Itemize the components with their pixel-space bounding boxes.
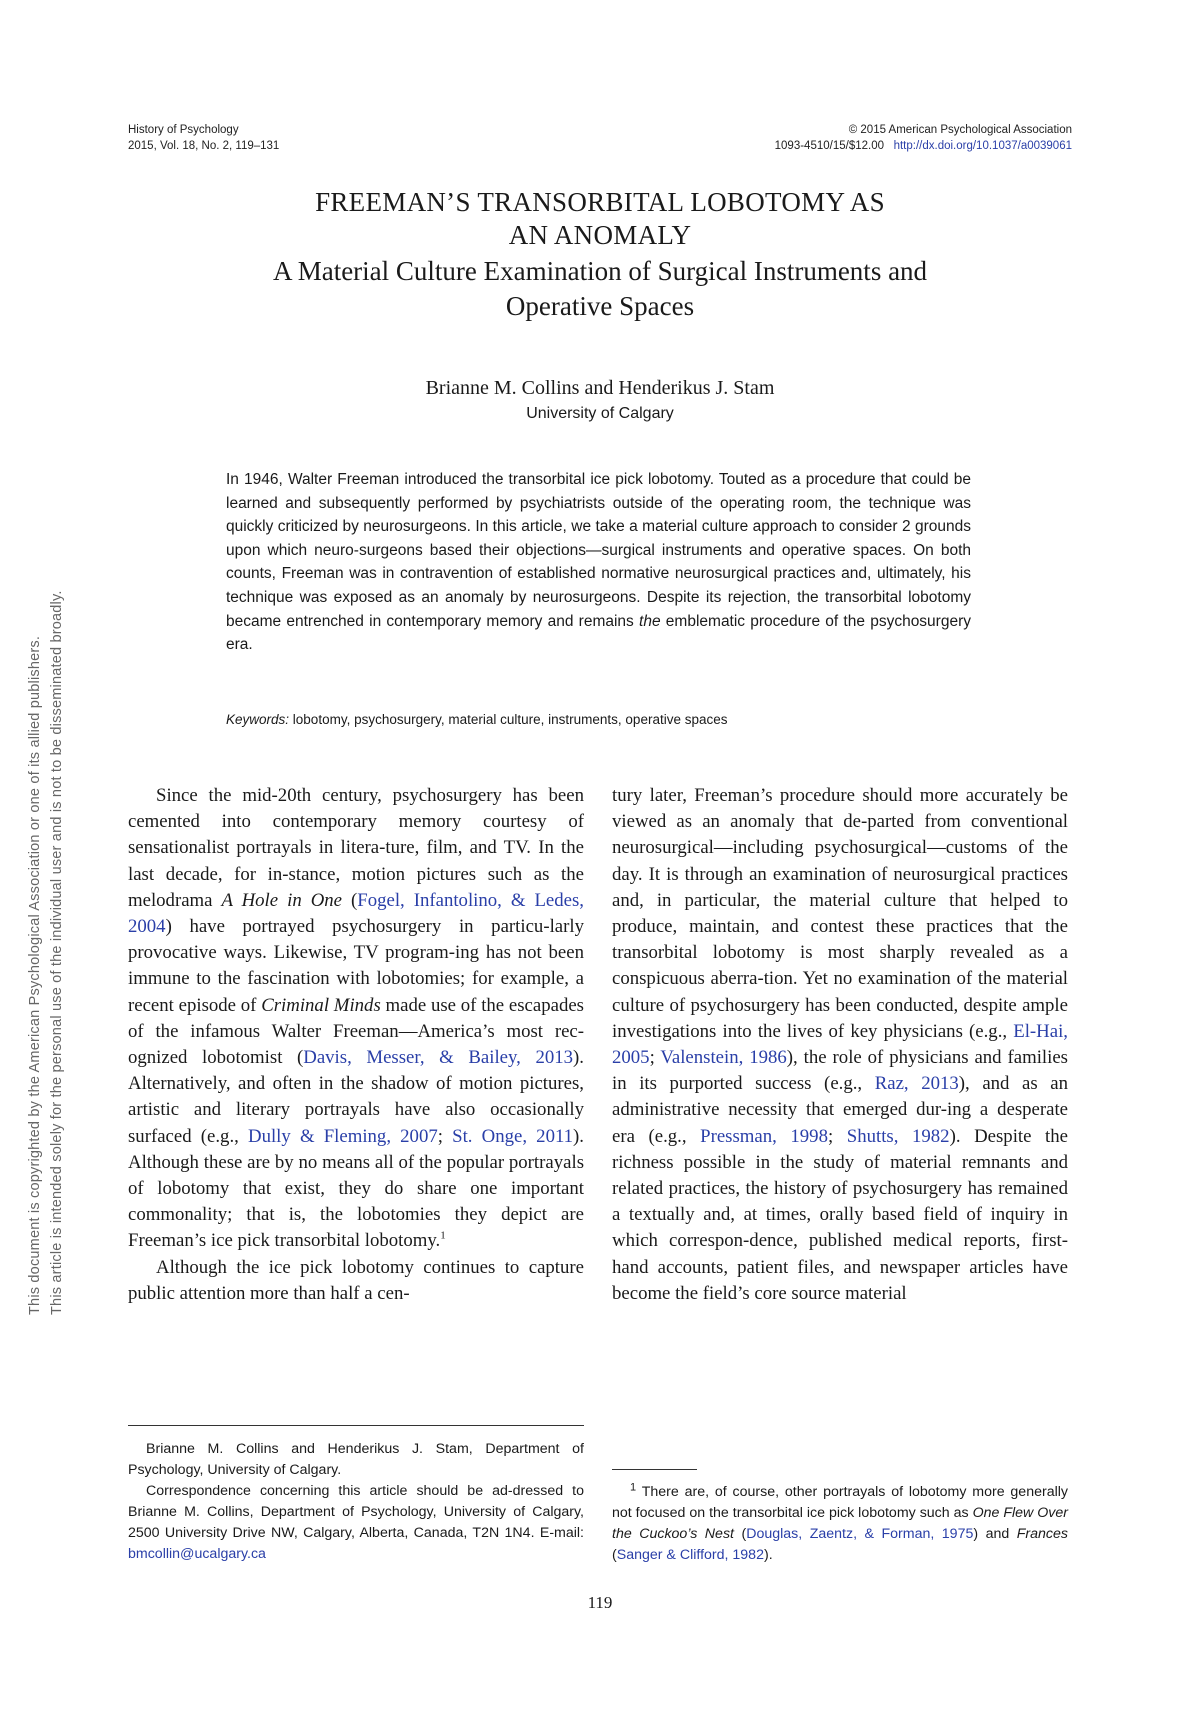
citation-link[interactable]: Shutts, 1982 [846, 1125, 950, 1147]
abstract-emphasis: the [639, 612, 661, 630]
text-run: ) and [973, 1526, 1017, 1542]
copyright-watermark [24, 415, 68, 1315]
citation-link[interactable]: Valenstein, 1986 [660, 1047, 787, 1069]
article-title [150, 186, 1050, 252]
running-head-left [128, 122, 279, 154]
watermark-line-1: This document is copyrighted by the American Psychological Association or one of its allied publishers. [27, 635, 43, 1315]
body-column-right [612, 783, 1068, 1307]
volume-info: 2015, Vol. 18, No. 2, 119–131 [128, 140, 280, 152]
abstract-text-1: In 1946, Walter Freeman introduced the transorbital ice pick lobotomy. Touted as a procedure that could be learned and subsequently performed by psychiatrists outside of the operating room, the technique was quickly criticized by neurosurgeons. In this article, we take a material culture approach to consider 2 grounds upon which neuro-surgeons based their objections—surgical instruments and operative spaces. On both counts, Freeman was in contravention of established normative neurosurgical practices and, ultimately, his technique was exposed as an anomaly by neurosurgeons. Despite its rejection, the transorbital lobotomy became entrenched in contemporary memory and remains [226, 471, 971, 630]
paragraph-continued [612, 783, 1068, 1307]
text-run: ). [763, 1547, 773, 1563]
paragraph-1 [128, 783, 584, 1255]
authors: Brianne M. Collins and Henderikus J. Stam [425, 377, 775, 399]
abstract [226, 468, 971, 657]
citation-link[interactable]: Davis, Messer, & Bailey, 2013 [303, 1047, 574, 1069]
subtitle-line-2: Operative Spaces [505, 291, 695, 321]
footnote-marker[interactable]: 1 [440, 1230, 446, 1243]
film-title: One Flew Over the Cuckoo’s Nest [612, 1505, 1068, 1542]
film-title: A Hole in One [221, 889, 342, 911]
copyright-line: © 2015 American Psychological Association [848, 124, 1072, 136]
text-run: tury later, Freeman’s procedure should more accurately be viewed as an anomaly that de-parted from conventional neurosurgical—including psychosurgical—customs of the day. It is through an examination of neurosurgical practices and, in particular, the material culture that helped to produce, maintain, and contest these practices that the transorbital lobotomy is most sharply revealed as a conspicuous aberra-tion. Yet no examination of the material culture of psychosurgery has been conducted, despite ample investigations into the lives of key physicians (e.g., [612, 785, 1068, 1042]
text-run: ). Although these are by no means all of the popular portrayals of lobotomy that exist, they do share one important commonality; that is, the lobotomies they depict are Freeman’s ice pick transorbital lobotomy. [128, 1125, 584, 1252]
footnote-rule-right [612, 1469, 697, 1470]
citation-link[interactable]: St. Onge, 2011 [452, 1125, 574, 1147]
subtitle-line-1: A Material Culture Examination of Surgical Instruments and [272, 256, 928, 286]
footnote-1 [612, 1482, 1068, 1566]
text-run: ; [437, 1125, 453, 1147]
text-run: Since the mid-20th century, psychosurgery has been cemented into contemporary memory courtesy of sensationalist portrayals in litera-ture, film, and TV. In the last decade, for in-stance, motion pictures such as the melodrama [128, 785, 584, 911]
author-note-affiliation: Brianne M. Collins and Henderikus J. Stam, Department of Psychology, University of Calgary. [128, 1441, 584, 1478]
doi-link[interactable]: http://dx.doi.org/10.1037/a0039061 [893, 140, 1072, 152]
page-number: 119 [587, 1593, 613, 1612]
text-run: ; [649, 1047, 661, 1069]
email-link[interactable]: bmcollin@ucalgary.ca [128, 1546, 266, 1562]
paragraph-2: Although the ice pick lobotomy continues to capture public attention more than half a cen- [128, 1256, 584, 1304]
citation-link[interactable]: Sanger & Clifford, 1982 [616, 1547, 764, 1563]
article-subtitle [150, 254, 1050, 324]
text-run: ). Alternatively, and often in the shadow of motion pictures, artistic and literary portrayals have also occasionally surfaced (e.g., [128, 1047, 584, 1147]
text-run: ). Despite the richness possible in the study of material remnants and related practices, the history of psychosurgery has remained a textually and, at times, orally based field of inquiry in which correspon-dence, published medical reports, first-hand accounts, patient files, and newspaper articles have become the field’s core source material [612, 1125, 1068, 1304]
text-run: made use of the escapades of the infamous Walter Freeman—America’s most rec-ognized lobotomist ( [128, 994, 584, 1069]
keywords-list: lobotomy, psychosurgery, material culture, instruments, operative spaces [292, 712, 728, 727]
text-run: ; [827, 1125, 847, 1147]
citation-link[interactable]: El-Hai, 2005 [612, 1020, 1068, 1069]
footnote-rule-left [128, 1425, 584, 1426]
text-run: ( [342, 889, 358, 911]
show-title: Criminal Minds [261, 994, 381, 1016]
issn-doi-line [775, 138, 1072, 154]
keywords-label: Keywords: [226, 712, 290, 727]
body-column-left [128, 783, 584, 1307]
text-run: ( [733, 1526, 747, 1542]
issn: 1093-4510/15/$12.00 [774, 140, 884, 152]
citation-link[interactable]: Fogel, Infantolino, & Ledes, 2004 [128, 889, 584, 938]
watermark-line-2: This article is intended solely for the personal use of the individual user and is not to be disseminated broadly. [49, 590, 65, 1315]
keywords [226, 710, 971, 730]
citation-link[interactable]: Raz, 2013 [874, 1073, 959, 1095]
text-run: There are, of course, other portrayals of lobotomy more generally not focused on the transorbital ice pick lobotomy such as [612, 1484, 1068, 1521]
citation-link[interactable]: Pressman, 1998 [700, 1125, 828, 1147]
text-run: ( [612, 1547, 617, 1563]
author-note-correspondence [128, 1481, 584, 1565]
film-title: Frances [1016, 1526, 1068, 1542]
author-note [128, 1439, 584, 1565]
text-run: Correspondence concerning this article should be ad-dressed to Brianne M. Collins, Department of Psychology, University of Calgary, 2500 University Drive NW, Calgary, Alberta, Canada, T2N 1N4. E-mail: [128, 1483, 584, 1541]
title-line-2: AN ANOMALY [508, 220, 692, 250]
footnote-number: 1 [630, 1481, 637, 1494]
text-run: ) have portrayed psychosurgery in particu-larly provocative ways. Likewise, TV program-ing has not been immune to the fascination with lobotomies; for example, a recent episode of [128, 916, 584, 1016]
citation-link[interactable]: Dully & Fleming, 2007 [248, 1125, 438, 1147]
affiliation: University of Calgary [526, 405, 674, 422]
journal-name: History of Psychology [128, 124, 239, 136]
abstract-text-2: emblematic procedure of the psychosurgery era. [226, 612, 971, 654]
running-head-right [775, 122, 1072, 154]
text-run: ), the role of physicians and families in its purported success (e.g., [612, 1047, 1068, 1095]
text-run: ), and as an administrative necessity that emerged dur-ing a desperate era (e.g., [612, 1073, 1068, 1147]
title-line-1: FREEMAN’S TRANSORBITAL LOBOTOMY AS [315, 187, 885, 217]
footnote-text [612, 1482, 1068, 1566]
citation-link[interactable]: Douglas, Zaentz, & Forman, 1975 [746, 1526, 974, 1542]
